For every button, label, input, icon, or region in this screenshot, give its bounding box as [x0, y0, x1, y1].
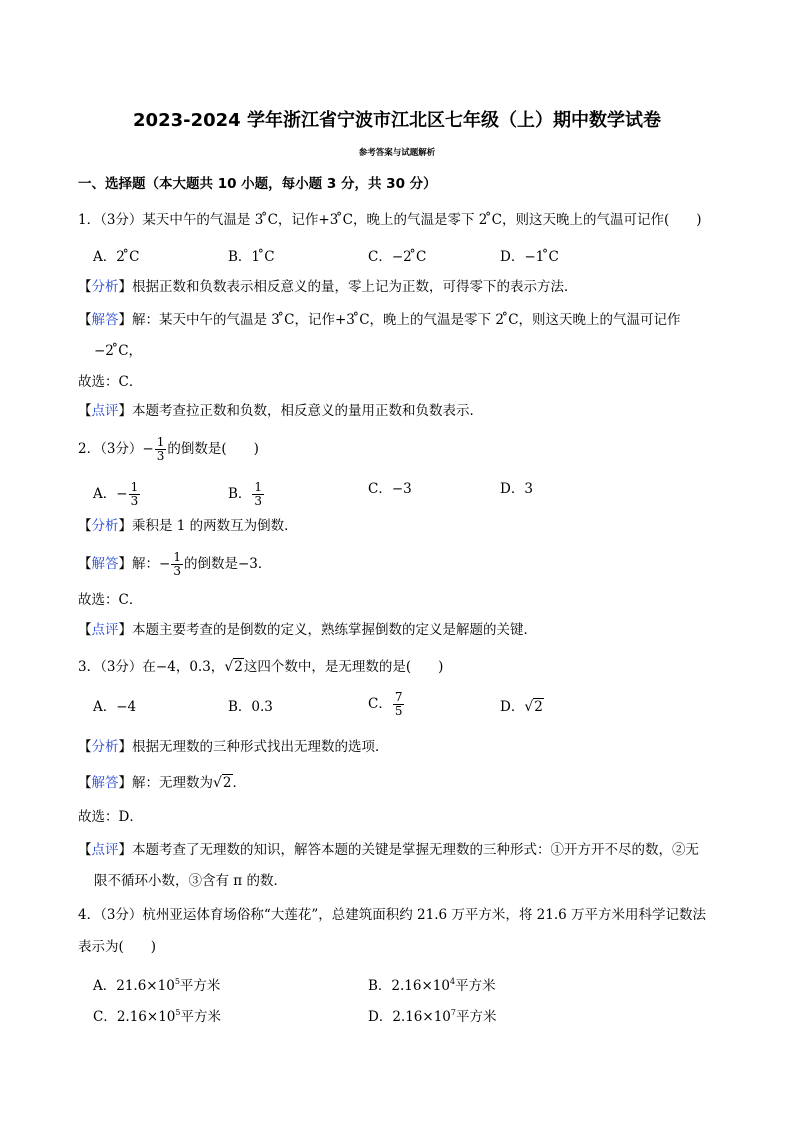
- q2-option-c: C．−3: [368, 481, 412, 497]
- q2-option-d: D．3: [500, 481, 533, 497]
- q1-stem: 1．（3分）某天中午的气温是 3 ̊C，记作+3 ̊C，晚上的气温是零下 2 ̊C，则这天晚上的气温可记作( ): [78, 212, 702, 228]
- q1-comment: 【点评】本题考查拉正数和负数，相反意义的量用正数和负数表示．: [78, 403, 483, 419]
- analysis-tag: 【分析】: [78, 279, 132, 295]
- q3-choice: 故选：D．: [78, 809, 143, 825]
- q2-option-b: B． $\frac{1}{3}$: [228, 480, 263, 508]
- q3-solution: 【解答】解：无理数为√2．: [78, 775, 247, 791]
- q1-solution-cont: −2 ̊C，: [94, 343, 143, 359]
- page-subtitle: 参考答案与试题解析: [358, 148, 436, 158]
- q3-option-a: A．−4: [93, 699, 137, 715]
- q3-option-b: B．0.3: [228, 699, 273, 715]
- q2-choice: 故选：C．: [78, 592, 143, 608]
- q3-analysis: 【分析】根据无理数的三种形式找出无理数的选项．: [78, 739, 389, 755]
- q1-analysis: 【分析】根据正数和负数表示相反意义的量，零上记为正数，可得零下的表示方法．: [78, 279, 578, 295]
- q3-option-d: D．√2: [500, 699, 543, 715]
- q2-option-a: A．− $\frac{1}{3}$: [93, 480, 139, 508]
- q1-option-d: D．−1 ̊C: [500, 249, 559, 265]
- q2-comment: 【点评】本题主要考查的是倒数的定义，熟练掌握倒数的定义是解题的关键．: [78, 622, 537, 638]
- q4-option-d: D．$2.16\times 10^7$平方米: [368, 1008, 497, 1025]
- q1-solution: 【解答】解：某天中午的气温是 3 ̊C，记作+3 ̊C，晚上的气温是零下 2 ̊C，则这天晚上的气温可记作: [78, 312, 681, 328]
- q4-stem: 4．（3分）杭州亚运体育场俗称“大莲花”，总建筑面积约 21.6 万平方米，将 21.6 万平方米用科学记数法: [78, 907, 707, 923]
- q1-choice: 故选：C．: [78, 374, 143, 390]
- q4-option-a: A．$21.6\times 10^5$平方米: [93, 977, 221, 994]
- sqrt-2: √2: [224, 659, 243, 675]
- q2-fraction: $\frac{1}{3}$: [156, 435, 165, 463]
- q4-option-b: B．$2.16\times 10^4$平方米: [368, 977, 496, 994]
- page-title: 2023-2024 学年浙江省宁波市江北区七年级（上）期中数学试卷: [133, 110, 661, 131]
- section-heading: 一、选择题（本大题共 10 小题，每小题 3 分，共 30 分）: [78, 176, 437, 192]
- comment-tag: 【点评】: [78, 403, 132, 419]
- solution-tag: 【解答】: [78, 312, 132, 328]
- q2-analysis: 【分析】乘积是 1 的两数互为倒数．: [78, 518, 298, 534]
- q1-option-c: C．−2 ̊C: [368, 249, 427, 265]
- q2-stem: 2．（3分）− $\frac{1}{3}$ 的倒数是( ): [78, 435, 259, 463]
- q1-option-a: A．2 ̊C: [93, 249, 140, 265]
- q3-option-c: C． $\frac{7}{5}$: [368, 690, 403, 718]
- q3-comment-cont: 限不循环小数，③含有 π 的数．: [94, 873, 287, 889]
- q1-option-b: B．1 ̊C: [228, 249, 275, 265]
- q4-stem-cont: 表示为( ): [78, 939, 157, 955]
- q3-stem: 3．（3分）在−4，0.3，√2这四个数中，是无理数的是( ): [78, 659, 444, 675]
- q3-comment: 【点评】本题考查了无理数的知识，解答本题的关键是掌握无理数的三种形式：①开方开不尽的数，②无: [78, 842, 699, 858]
- q2-solution: 【解答】解：− $\frac{1}{3}$ 的倒数是−3．: [78, 550, 272, 578]
- q4-option-c: C．$2.16\times 10^5$平方米: [93, 1008, 221, 1025]
